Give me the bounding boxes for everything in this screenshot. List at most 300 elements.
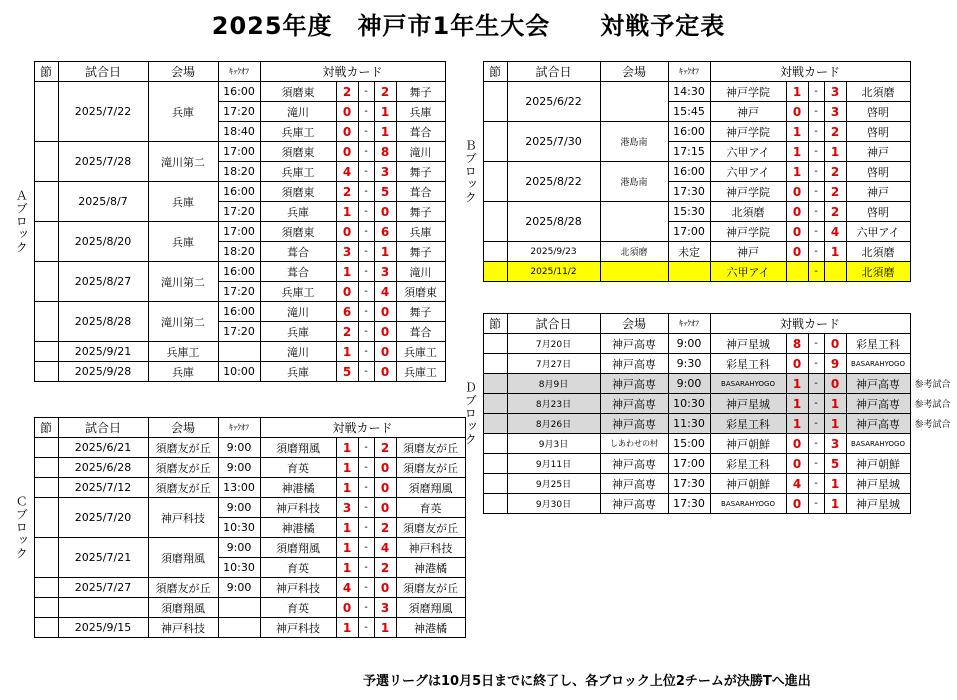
kickoff-time: 15:30 — [668, 202, 710, 222]
reference-note: 参考試合 — [914, 380, 951, 390]
home-score: 1 — [786, 142, 808, 162]
venue: しあわせの村 — [600, 434, 668, 454]
away-score: 0 — [374, 342, 396, 362]
home-score: 1 — [336, 478, 358, 498]
home-score: 0 — [786, 182, 808, 202]
setsu-cell — [483, 242, 507, 262]
venue: 須磨翔風 — [148, 598, 218, 618]
score-dash: - — [808, 494, 824, 514]
header-venue: 会場 — [148, 418, 218, 438]
reference-note — [910, 354, 957, 374]
home-team: 神戸学院 — [710, 122, 786, 142]
venue: 滝川第二 — [148, 142, 218, 182]
score-dash: - — [808, 222, 824, 242]
match-date: 7月27日 — [507, 354, 600, 374]
block-label: Ｃブロック — [10, 418, 34, 638]
kickoff-time: 9:00 — [218, 498, 260, 518]
away-team: 須磨友が丘 — [396, 438, 465, 458]
venue: 北須磨 — [600, 242, 668, 262]
table-row — [459, 474, 957, 494]
venue: 兵庫工 — [148, 342, 218, 362]
home-team: 兵庫工 — [260, 162, 336, 182]
away-score: 0 — [824, 334, 846, 354]
away-score: 2 — [374, 438, 396, 458]
home-score: 1 — [336, 342, 358, 362]
away-score: 4 — [824, 222, 846, 242]
away-team: 神戸高専 — [846, 394, 910, 414]
note-cell — [910, 314, 957, 334]
away-team: 兵庫 — [396, 102, 445, 122]
home-score: 0 — [786, 242, 808, 262]
home-team: 神戸学院 — [710, 182, 786, 202]
home-team: 須磨東 — [260, 222, 336, 242]
match-date: 8月23日 — [507, 394, 600, 414]
away-team: 葺合 — [396, 122, 445, 142]
venue: 港島南 — [600, 122, 668, 162]
kickoff-time: 9:00 — [668, 334, 710, 354]
score-dash: - — [808, 202, 824, 222]
header-setsu: 節 — [34, 418, 58, 438]
score-dash: - — [358, 618, 374, 638]
venue — [600, 82, 668, 122]
kickoff-time — [218, 598, 260, 618]
kickoff-time: 15:45 — [668, 102, 710, 122]
home-score: 1 — [336, 262, 358, 282]
home-team: BASARAHYOGO — [710, 494, 786, 514]
home-team: 兵庫 — [260, 202, 336, 222]
home-team: 須磨翔風 — [260, 438, 336, 458]
setsu-cell — [483, 262, 507, 282]
away-score: 1 — [374, 102, 396, 122]
table-row — [10, 458, 465, 478]
home-team: 神戸科技 — [260, 578, 336, 598]
setsu-cell — [34, 302, 58, 342]
home-score: 6 — [336, 302, 358, 322]
table-row — [10, 342, 445, 362]
away-score: 1 — [824, 394, 846, 414]
home-team: 神戸科技 — [260, 618, 336, 638]
kickoff-time — [218, 342, 260, 362]
venue: 神戸高専 — [600, 474, 668, 494]
match-date: 8月9日 — [507, 374, 600, 394]
setsu-cell — [34, 342, 58, 362]
home-score — [786, 262, 808, 282]
away-team: 兵庫工 — [396, 342, 445, 362]
kickoff-time: 9:00 — [218, 438, 260, 458]
home-score: 1 — [336, 518, 358, 538]
header-venue: 会場 — [600, 62, 668, 82]
score-dash: - — [808, 182, 824, 202]
venue: 兵庫 — [148, 82, 218, 142]
home-score: 3 — [336, 498, 358, 518]
setsu-cell — [483, 162, 507, 202]
venue: 須磨翔風 — [148, 538, 218, 578]
reference-note — [910, 334, 957, 354]
header-kickoff: ｷｯｸｵﾌ — [218, 62, 260, 82]
match-date: 2025/6/22 — [507, 82, 600, 122]
reference-note: 参考試合 — [914, 400, 951, 410]
match-date: 7月20日 — [507, 334, 600, 354]
home-score: 0 — [786, 434, 808, 454]
match-date: 2025/8/28 — [58, 302, 148, 342]
block-c-table — [10, 417, 466, 638]
kickoff-time: 18:20 — [218, 242, 260, 262]
away-team: 葺合 — [396, 182, 445, 202]
away-team: 啓明 — [846, 162, 910, 182]
score-dash: - — [808, 374, 824, 394]
kickoff-time: 17:20 — [218, 322, 260, 342]
score-dash: - — [358, 598, 374, 618]
score-dash: - — [358, 478, 374, 498]
away-team: 神港橘 — [396, 618, 465, 638]
away-team: 舞子 — [396, 202, 445, 222]
away-team: 神戸 — [846, 182, 910, 202]
home-team: 神戸学院 — [710, 222, 786, 242]
score-dash: - — [358, 282, 374, 302]
away-team: 北須磨 — [846, 82, 910, 102]
match-date: 2025/7/12 — [58, 478, 148, 498]
home-team: 六甲アイ — [710, 142, 786, 162]
score-dash: - — [808, 242, 824, 262]
away-score: 3 — [374, 598, 396, 618]
home-team: 須磨翔風 — [260, 538, 336, 558]
away-score: 3 — [824, 102, 846, 122]
home-team: 北須磨 — [710, 202, 786, 222]
home-score: 0 — [786, 454, 808, 474]
venue: 神戸高専 — [600, 454, 668, 474]
kickoff-time: 17:15 — [668, 142, 710, 162]
away-team: 啓明 — [846, 122, 910, 142]
kickoff-time: 14:30 — [668, 82, 710, 102]
setsu-cell — [34, 478, 58, 498]
kickoff-time: 未定 — [668, 242, 710, 262]
table-row — [459, 354, 957, 374]
table-row — [10, 302, 445, 322]
venue: 兵庫 — [148, 362, 218, 382]
home-team: 神港橘 — [260, 518, 336, 538]
home-team: 神戸 — [710, 102, 786, 122]
away-score: 4 — [374, 538, 396, 558]
home-team: 彩星工科 — [710, 354, 786, 374]
header-date: 試合日 — [58, 62, 148, 82]
home-team: 神戸科技 — [260, 498, 336, 518]
score-dash: - — [808, 122, 824, 142]
score-dash: - — [358, 458, 374, 478]
home-team: 神戸朝鮮 — [710, 434, 786, 454]
score-dash: - — [358, 222, 374, 242]
score-dash: - — [358, 122, 374, 142]
kickoff-time: 17:00 — [218, 142, 260, 162]
block-label: Ａブロック — [10, 62, 34, 382]
away-score: 0 — [374, 322, 396, 342]
header-match-card: 対戦カード — [710, 62, 910, 82]
home-team: 神戸星城 — [710, 394, 786, 414]
score-dash: - — [358, 82, 374, 102]
kickoff-time: 17:20 — [218, 102, 260, 122]
home-team: 六甲アイ — [710, 262, 786, 282]
score-dash: - — [358, 242, 374, 262]
match-date: 2025/9/28 — [58, 362, 148, 382]
home-team: 六甲アイ — [710, 162, 786, 182]
score-dash: - — [808, 354, 824, 374]
home-team: 滝川 — [260, 102, 336, 122]
header-setsu: 節 — [483, 62, 507, 82]
block-label: Ｄブロック — [459, 314, 483, 514]
away-score: 0 — [374, 478, 396, 498]
header-match-card: 対戦カード — [710, 314, 910, 334]
header-kickoff: ｷｯｸｵﾌ — [218, 418, 260, 438]
table-row — [459, 394, 957, 414]
score-dash: - — [808, 102, 824, 122]
score-dash: - — [808, 142, 824, 162]
home-score: 0 — [336, 282, 358, 302]
setsu-cell — [483, 82, 507, 122]
away-score: 1 — [824, 474, 846, 494]
away-score: 2 — [824, 182, 846, 202]
kickoff-time: 18:40 — [218, 122, 260, 142]
home-team: 兵庫 — [260, 362, 336, 382]
home-score: 1 — [336, 202, 358, 222]
table-row — [459, 82, 910, 102]
away-team: 神戸 — [846, 142, 910, 162]
home-team: 兵庫 — [260, 322, 336, 342]
away-team: 兵庫 — [396, 222, 445, 242]
match-date: 2025/8/7 — [58, 182, 148, 222]
venue: 須磨友が丘 — [148, 578, 218, 598]
away-team: 舞子 — [396, 162, 445, 182]
home-score: 4 — [336, 578, 358, 598]
kickoff-time — [668, 262, 710, 282]
block-b-table — [459, 61, 911, 282]
away-team: 須磨東 — [396, 282, 445, 302]
score-dash: - — [358, 102, 374, 122]
table-row — [10, 498, 465, 518]
away-score: 5 — [374, 182, 396, 202]
table-row — [459, 414, 957, 434]
setsu-cell — [483, 122, 507, 162]
home-score: 8 — [786, 334, 808, 354]
header-setsu: 節 — [34, 62, 58, 82]
away-team: 啓明 — [846, 202, 910, 222]
table-row — [459, 454, 957, 474]
venue: 兵庫 — [148, 222, 218, 262]
score-dash: - — [358, 538, 374, 558]
away-score: 8 — [374, 142, 396, 162]
home-score: 0 — [786, 494, 808, 514]
score-dash: - — [808, 262, 824, 282]
home-score: 2 — [336, 82, 358, 102]
away-team: 育英 — [396, 498, 465, 518]
away-team: 神戸星城 — [846, 474, 910, 494]
home-team: 須磨東 — [260, 182, 336, 202]
away-team: 北須磨 — [846, 242, 910, 262]
home-team: 神港橘 — [260, 478, 336, 498]
venue: 神戸高専 — [600, 494, 668, 514]
away-team: 兵庫工 — [396, 362, 445, 382]
away-score: 4 — [374, 282, 396, 302]
venue: 神戸高専 — [600, 394, 668, 414]
score-dash: - — [808, 434, 824, 454]
setsu-cell — [34, 538, 58, 578]
table-row — [459, 202, 910, 222]
match-date: 2025/6/21 — [58, 438, 148, 458]
home-team: BASARAHYOGO — [710, 374, 786, 394]
away-score: 1 — [374, 618, 396, 638]
kickoff-time: 17:30 — [668, 494, 710, 514]
match-date: 2025/7/30 — [507, 122, 600, 162]
kickoff-time: 10:30 — [668, 394, 710, 414]
table-row — [10, 578, 465, 598]
table-row — [10, 222, 445, 242]
setsu-cell — [483, 374, 507, 394]
header-match-card: 対戦カード — [260, 418, 465, 438]
score-dash: - — [358, 162, 374, 182]
table-row — [10, 142, 445, 162]
away-score: 2 — [374, 558, 396, 578]
match-date: 9月11日 — [507, 454, 600, 474]
home-team: 彩星工科 — [710, 414, 786, 434]
home-score: 5 — [336, 362, 358, 382]
score-dash: - — [358, 578, 374, 598]
home-score: 0 — [336, 598, 358, 618]
setsu-cell — [483, 354, 507, 374]
home-team: 須磨東 — [260, 142, 336, 162]
table-row — [10, 478, 465, 498]
venue: 兵庫 — [148, 182, 218, 222]
setsu-cell — [34, 598, 58, 618]
setsu-cell — [483, 414, 507, 434]
home-score: 0 — [336, 222, 358, 242]
away-team: 舞子 — [396, 82, 445, 102]
match-date: 2025/7/21 — [58, 538, 148, 578]
home-team: 神戸朝鮮 — [710, 474, 786, 494]
setsu-cell — [34, 82, 58, 142]
home-score: 0 — [786, 202, 808, 222]
setsu-cell — [34, 182, 58, 222]
away-score: 3 — [824, 434, 846, 454]
home-team: 兵庫工 — [260, 282, 336, 302]
match-date: 2025/9/15 — [58, 618, 148, 638]
venue: 神戸高専 — [600, 414, 668, 434]
header-date: 試合日 — [507, 62, 600, 82]
header-row — [10, 62, 445, 82]
away-team: 須磨翔風 — [396, 598, 465, 618]
venue: 港島南 — [600, 162, 668, 202]
away-team: BASARAHYOGO — [846, 434, 910, 454]
venue — [600, 202, 668, 242]
home-team: 滝川 — [260, 342, 336, 362]
match-date: 2025/7/20 — [58, 498, 148, 538]
reference-note — [910, 494, 957, 514]
kickoff-time: 17:00 — [668, 222, 710, 242]
away-score: 9 — [824, 354, 846, 374]
kickoff-time: 16:00 — [218, 82, 260, 102]
home-team: 育英 — [260, 558, 336, 578]
page-title: 2025年度 神戸市1年生大会 対戦予定表 — [211, 12, 726, 40]
reference-note — [910, 454, 957, 474]
away-score: 1 — [374, 122, 396, 142]
match-date: 9月3日 — [507, 434, 600, 454]
match-date: 2025/8/20 — [58, 222, 148, 262]
home-score: 0 — [336, 142, 358, 162]
score-dash: - — [808, 414, 824, 434]
score-dash: - — [358, 362, 374, 382]
kickoff-time: 16:00 — [218, 262, 260, 282]
home-team: 育英 — [260, 458, 336, 478]
table-row — [459, 434, 957, 454]
home-score: 1 — [336, 438, 358, 458]
header-date: 試合日 — [507, 314, 600, 334]
away-team: 須磨翔風 — [396, 478, 465, 498]
home-team: 葺合 — [260, 262, 336, 282]
table-row — [459, 334, 957, 354]
reference-note — [910, 434, 957, 454]
kickoff-time: 16:00 — [668, 122, 710, 142]
score-dash: - — [808, 162, 824, 182]
home-team: 神戸学院 — [710, 82, 786, 102]
away-score: 2 — [374, 518, 396, 538]
table-row — [459, 162, 910, 182]
score-dash: - — [358, 558, 374, 578]
kickoff-time: 10:00 — [218, 362, 260, 382]
score-dash: - — [358, 182, 374, 202]
home-score: 0 — [786, 222, 808, 242]
home-score: 3 — [336, 242, 358, 262]
kickoff-time: 9:00 — [218, 578, 260, 598]
away-team: 葺合 — [396, 322, 445, 342]
away-score: 2 — [824, 122, 846, 142]
header-kickoff: ｷｯｸｵﾌ — [668, 314, 710, 334]
away-score: 2 — [374, 82, 396, 102]
table-row — [459, 374, 957, 394]
match-date: 2025/8/28 — [507, 202, 600, 242]
kickoff-time: 15:00 — [668, 434, 710, 454]
home-score: 2 — [336, 322, 358, 342]
setsu-cell — [34, 458, 58, 478]
setsu-cell — [483, 434, 507, 454]
kickoff-time: 16:00 — [668, 162, 710, 182]
footer-note: 予選リーグは10月5日までに終了し、各ブロック上位2チームが決勝Tへ進出 — [363, 674, 811, 689]
setsu-cell — [34, 362, 58, 382]
kickoff-time: 10:30 — [218, 518, 260, 538]
match-date: 2025/9/21 — [58, 342, 148, 362]
away-team: 神港橘 — [396, 558, 465, 578]
block-label: Ｂブロック — [459, 62, 483, 282]
home-score: 0 — [336, 102, 358, 122]
away-team: 六甲アイ — [846, 222, 910, 242]
kickoff-time — [218, 618, 260, 638]
table-row — [10, 262, 445, 282]
setsu-cell — [483, 394, 507, 414]
home-team: 兵庫工 — [260, 122, 336, 142]
table-row — [459, 242, 910, 262]
kickoff-time: 17:30 — [668, 182, 710, 202]
score-dash: - — [808, 394, 824, 414]
kickoff-time: 18:20 — [218, 162, 260, 182]
table-row — [459, 262, 910, 282]
match-date: 2025/11/2 — [507, 262, 600, 282]
home-score: 1 — [336, 618, 358, 638]
score-dash: - — [358, 518, 374, 538]
home-team: 育英 — [260, 598, 336, 618]
home-score: 2 — [336, 182, 358, 202]
header-row — [10, 418, 465, 438]
away-score: 0 — [374, 202, 396, 222]
home-score: 1 — [786, 162, 808, 182]
score-dash: - — [358, 322, 374, 342]
match-date: 2025/8/27 — [58, 262, 148, 302]
match-date: 2025/7/22 — [58, 82, 148, 142]
